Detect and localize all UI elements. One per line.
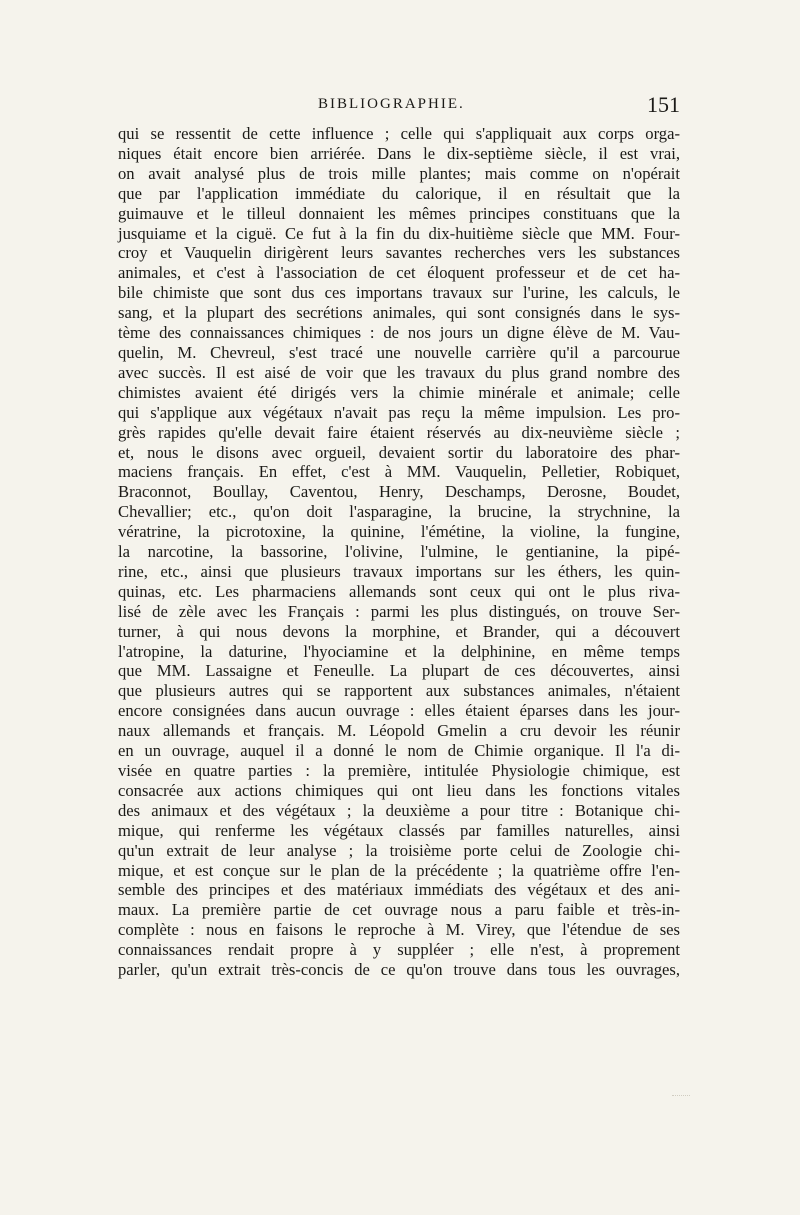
text-line: des animaux et des végétaux ; la deuxième a pour titre : Botanique chi- [118, 800, 680, 820]
text-line: rine, etc., ainsi que plusieurs travaux importans sur les éthers, les quin- [118, 561, 680, 581]
text-line: on avait analysé plus de trois mille plantes; mais comme on n'opérait [118, 163, 680, 183]
text-line: jusquiame et la ciguë. Ce fut à la fin du dix-huitième siècle que MM. Four- [118, 223, 680, 243]
text-line: l'atropine, la daturine, l'hyociamine et la delphinine, en même temps [118, 641, 680, 661]
text-line: maciens français. En effet, c'est à MM. Vauquelin, Pelletier, Robiquet, [118, 462, 680, 482]
text-line: turner, à qui nous devons la morphine, et Brander, qui a découvert [118, 621, 680, 641]
text-line: chimistes avaient été dirigés vers la chimie minérale et animale; celle [118, 382, 680, 402]
text-line: que MM. Lassaigne et Feneulle. La plupart de ces découvertes, ainsi [118, 661, 680, 681]
text-line: Chevallier; etc., qu'on doit l'asparagine, la brucine, la strychnine, la [118, 502, 680, 522]
text-line: bile chimiste que sont dus ces importans travaux sur l'urine, les calculs, le [118, 283, 680, 303]
text-line: semble des principes et des matériaux immédiats des végétaux et des ani- [118, 880, 680, 900]
text-line: consacrée aux actions chimiques qui ont lieu dans les fonctions vitales [118, 780, 680, 800]
text-line: vératrine, la picrotoxine, la quinine, l'émétine, la violine, la fungine, [118, 522, 680, 542]
text-line: en un ouvrage, auquel il a donné le nom de Chimie organique. Il l'a di- [118, 741, 680, 761]
text-line: mique, qui renferme les végétaux classés par familles naturelles, ainsi [118, 820, 680, 840]
text-line: quelin, M. Chevreul, s'est tracé une nouvelle carrière qu'il a parcourue [118, 342, 680, 362]
text-line: guimauve et le tilleul donnaient les mêmes principes constituans que la [118, 203, 680, 223]
text-line: qui s'applique aux végétaux n'avait pas reçu la même impulsion. Les pro- [118, 402, 680, 422]
body-text [118, 124, 680, 980]
text-line: visée en quatre parties : la première, intitulée Physiologie chimique, est [118, 761, 680, 780]
text-line: grès rapides qu'elle devait faire étaient réservés au dix-neuvième siècle ; [118, 422, 680, 442]
text-line: maux. La première partie de cet ouvrage nous a paru faible et très-in- [118, 900, 680, 920]
text-line: complète : nous en faisons le reproche à M. Virey, que l'étendue de ses [118, 920, 680, 940]
text-line: la narcotine, la bassorine, l'olivine, l'ulmine, le gentianine, la pipé- [118, 542, 680, 562]
text-line: sang, et la plupart des secrétions animales, qui sont consignés dans le sys- [118, 303, 680, 323]
text-line: avec succès. Il est aisé de voir que les travaux du plus grand nombre des [118, 362, 680, 382]
text-line: croy et Vauquelin dirigèrent leurs savantes recherches vers les substances [118, 243, 680, 263]
text-line: parler, qu'un extrait très-concis de ce qu'on trouve dans tous les ouvrages, [118, 960, 680, 980]
text-line: qu'un extrait de leur analyse ; la troisième porte celui de Zoologie chi- [118, 840, 680, 860]
text-line: quinas, etc. Les pharmaciens allemands sont ceux qui ont le plus riva- [118, 581, 680, 601]
page-number: 151 [647, 92, 680, 117]
text-line: qui se ressentit de cette influence ; celle qui s'appliquait aux corps orga- [118, 124, 680, 143]
text-line: Braconnot, Boullay, Caventou, Henry, Deschamps, Derosne, Boudet, [118, 482, 680, 502]
text-line: tème des connaissances chimiques : de nos jours un digne élève de M. Vau- [118, 323, 680, 343]
text-line: connaissances rendait propre à y suppléer ; elle n'est, à proprement [118, 940, 680, 960]
text-line: lisé de zèle avec les Français : parmi les plus distingués, on trouve Ser- [118, 601, 680, 621]
running-head: BIBLIOGRAPHIE. [318, 96, 465, 112]
text-line: que par l'application immédiate du calorique, il en résultait que la [118, 183, 680, 203]
text-line: et, nous le disons avec orgueil, devaient sortir du laboratoire des phar- [118, 442, 680, 462]
text-line: niques était encore bien arriérée. Dans le dix-septième siècle, il est vrai, [118, 143, 680, 163]
page-header [118, 92, 680, 122]
text-line: naux allemands et français. M. Léopold Gmelin a cru devoir les réunir [118, 721, 680, 741]
paper-mark [672, 1095, 690, 1102]
text-line: encore consignées dans aucun ouvrage : elles étaient éparses dans les jour- [118, 701, 680, 721]
text-line: mique, et est conçue sur le plan de la précédente ; la quatrième offre l'en- [118, 860, 680, 880]
text-line: que plusieurs autres qui se rapportent aux substances animales, n'étaient [118, 681, 680, 701]
text-line: animales, et c'est à l'association de cet éloquent professeur et de cet ha- [118, 263, 680, 283]
